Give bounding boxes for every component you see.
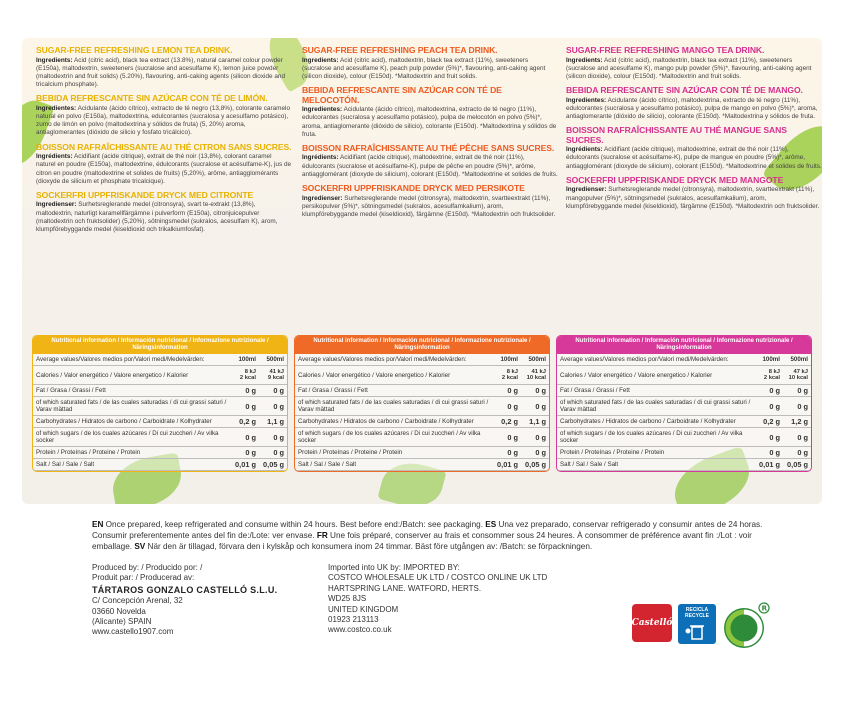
table-row: Average values/Valores medios por/Valori medi/Medelvärden: 100ml 500ml (557, 354, 811, 366)
nutrition-header: Nutritional information / Información nutricional / Informazione nutrizionale / Näringsinformation (295, 336, 549, 354)
nutrition-table-frame (556, 335, 812, 472)
product-title: BEBIDA REFRESCANTE SIN AZÚCAR CON TÉ DE LIMÓN. (36, 93, 268, 104)
nutrition-table-frame (32, 335, 288, 472)
ingredients-text: Ingrédients: Acidifiant (acide citrique), maltodextrine, extrait de thé noir (11%), édulcorants (sucralose et acésulfame-K), pulpe de mangue en poudre (5%)*, arôme, antiagglomérant (dioxyde de silicium), colorant (E150d). *Maltodextrine et solides de fruits. (566, 146, 822, 170)
table-row: of which saturated fats / de las cuales saturadas / di cui grassi saturi / Varav mättad 0 g 0 g (295, 397, 549, 416)
product-title: SOCKERFRI UPPFRISKANDE DRYCK MED PERSIKOTE (302, 183, 525, 194)
table-row: Protein / Proteínas / Proteine / Protein 0 g 0 g (295, 447, 549, 459)
table-row: Salt / Sal / Sale / Salt 0,01 g 0,05 g (557, 459, 811, 471)
ingredients-text: Ingrédients: Acidifiant (acide citrique), extrait de thé noir (13,8%), colorant caramel naturel en poudre (E150a), maltodextrine, édulcorants (sucralose et acésulfame-K), jus de citron en poudre (maltodextrine et solides de fruits) (5,20%), arôme, antiagglomérants (dioxyde de silicium et phosphate tricalcique). (36, 153, 292, 185)
table-row: Carbohydrates / Hidratos de carbono / Carboidrate / Kolhydrater 0,2 g 1,2 g (557, 416, 811, 428)
ingredient-block (302, 46, 558, 81)
ingredients-text: Ingredientes: Acidulante (ácido cítrico), extracto de té negro (13,8%), colorante caramelo natural en polvo (E150a), maltodextrina, edulcorantes (sucralosa y acesulfamo potásico), zumo de limón en polvo (maltodextrina y sólidos de fruta) (5, 20%) aroma, antiaglomerantes (dióxido de silicio y fosfato tricálcico). (36, 104, 290, 137)
castello-logo: Castelló (632, 604, 672, 642)
ingredients-text: Ingredients: Acid (citric acid), maltodextrin, black tea extract (11%), sweeteners (sucralose and acesulfame K), peach pulp powder (5%)*, flavouring, anti-caking agent (silicon dioxide), colour (E150d). *Maltodextrin and fruit solids. (302, 56, 546, 80)
product-title: SUGAR-FREE REFRESHING MANGO TEA DRINK. (566, 45, 765, 55)
ingredients-text: Ingredienser: Surhetsreglerande medel (citronsyra), maltodextrin, svartteextrakt (11%), persikopulver (5%)*, sötningsmedel (sukralos, acesulfamkalium), arom, klumpförebyggande medel (kiseldioxid), färgämne (E150d). *Maltodextrin och fruktsolider. (302, 194, 556, 218)
table-row: of which saturated fats / de las cuales saturadas / di cui grassi saturi / Varav mättad 0 g 0 g (33, 397, 287, 416)
nutrition-header: Nutritional information / Información nutricional / Informazione nutrizionale / Näringsinformation (33, 336, 287, 354)
product-title: BEBIDA REFRESCANTE SIN AZÚCAR CON TÉ DE MELOCOTÓN. (302, 85, 502, 105)
producer-website: www.castello1907.com (92, 627, 174, 637)
table-row: Protein / Proteínas / Proteine / Protein 0 g 0 g (33, 447, 287, 459)
table-row: Fat / Grasa / Grassi / Fett 0 g 0 g (295, 385, 549, 397)
product-title: SOCKERFRI UPPFRISKANDE DRYCK MED MANGOTE (566, 174, 784, 185)
product-title: SOCKERFRI UPPFRISKANDE DRYCK MED CITRONTE (36, 189, 254, 200)
table-row: Carbohydrates / Hidratos de carbono / Carboidrate / Kolhydrater 0,2 g 1,1 g (295, 416, 549, 428)
product-title: BOISSON RAFRAÎCHISSANTE AU THÉ CITRON SANS SUCRES. (36, 141, 292, 152)
nutrition-table-lemon (32, 335, 288, 472)
table-row: Average values/Valores medios por/Valori medi/Medelvärden: 100ml 500ml (33, 354, 287, 366)
green-dot-icon (720, 600, 772, 652)
ingredients-text: Ingredients: Acid (citric acid), black tea extract (13.8%), natural caramel colour powder (E150a), maltodextrin, sweeteners (sucralose and acesulfame K), lemon juice powder (maltodextrin and fruit solids) (5.20%), flavouring, anti-caking agents (silicon dioxide and tricalcium phosphate). (36, 56, 286, 89)
nutrition-table-peach (294, 335, 550, 472)
importer-website: www.costco.co.uk (328, 625, 392, 635)
product-title: SUGAR-FREE REFRESHING LEMON TEA DRINK. (36, 45, 233, 55)
producer-info: Produced by: / Producido por: / Produit par: / Producerad av: TÁRTAROS GONZALO CASTELLÓ S.L.U. C/ Concepción Arenal, 32 03660 Novelda (Alicante) SPAIN www.castello1907.com (92, 563, 322, 638)
svg-text:R: R (761, 604, 767, 613)
nutrition-table-frame (294, 335, 550, 472)
table-row: Calories / Valor energético / Valore energetico / Kalorier 8 kJ 2 kcal 47 kJ 10 kcal (557, 366, 811, 385)
table-row: of which saturated fats / de las cuales saturadas / di cui grassi saturi / Varav mättad 0 g 0 g (557, 397, 811, 416)
importer-info: Imported into UK by: IMPORTED BY: COSTCO WHOLESALE UK LTD / COSTCO ONLINE UK LTD HARTSPRING LANE. WATFORD, HERTS. WD25 8JS UNITED KINGDOM 01923 213113 www.costco.co.uk (328, 563, 608, 636)
table-row: Calories / Valor energético / Valore energetico / Kalorier 8 kJ 2 kcal 41 kJ 10 kcal (295, 366, 549, 385)
ingredients-text: Ingredientes: Acidulante (ácido cítrico), maltodextrina, extracto de té negro (11%), edulcorantes (sucralosa y acesulfamo potásico), pulpa de melocotón en polvo (5%)*, aroma, antiaglomerante (dióxido de silicio), colorante (E150d). *Maltodextrina y sólidos de fruta. (302, 106, 557, 138)
ingredients-text: Ingredients: Acid (citric acid), maltodextrin, black tea extract (11%), sweeteners (sucralose and acesulfame K), mango pulp powder (5%)*, flavouring, anti-caking agent (silicon dioxide), colour (E150d). *Maltodextrin and fruit solids. (566, 56, 812, 80)
ingredient-block (36, 46, 292, 89)
table-row: of which sugars / de los cuales azúcares / Di cui zuccheri / Av vilka socker 0 g 0 g (557, 428, 811, 447)
table-row: Salt / Sal / Sale / Salt 0,01 g 0,05 g (295, 459, 549, 471)
table-row: of which sugars / de los cuales azúcares / Di cui zuccheri / Av vilka socker 0 g 0 g (295, 428, 549, 447)
ingredients-text: Ingrédients: Acidifiant (acide citrique), maltodextrine, extrait de thé noir (11%), édulcorants (sucralose et acésulfame-K), pulpe de pêche en poudre (5%)*, arôme, antiagglomérant (dioxyde de silicium), colorant (E150d). *Maltodextrine et solides de fruits. (302, 154, 558, 178)
ingredient-block (566, 46, 822, 81)
lemon-column (36, 46, 292, 239)
mango-column (566, 46, 822, 216)
ingredient-block (36, 143, 292, 186)
peach-column (302, 46, 558, 224)
producer-company: TÁRTAROS GONZALO CASTELLÓ S.L.U. (92, 584, 278, 595)
ingredient-block (566, 176, 822, 211)
ingredient-block (566, 126, 822, 171)
ingredient-block (302, 144, 558, 179)
product-title: BOISSON RAFRAÎCHISSANTE AU THÉ PÊCHE SANS SUCRES. (302, 142, 555, 153)
nutrition-header: Nutritional information / Información nutricional / Informazione nutrizionale / Näringsinformation (557, 336, 811, 354)
recycle-bin-icon (684, 619, 710, 641)
nutrition-table-mango (556, 335, 812, 472)
table-row: of which sugars / de los cuales azúcares / Di cui zuccheri / Av vilka socker 0 g 0 g (33, 428, 287, 447)
ingredients-text: Ingredienser: Surhetsreglerande medel (citronsyra), svart te-extrakt (13,8%), maltodextrin, naturligt karamellfärgämne i pulverform (E150a), citronjuicepulver (maltodextrin och fruktsolider) (5,20%), sötningsmedel (sukralos, acesulfam K), arom, klumpförebyggande medel (kiseldioxid och trikalkiumfosfat). (36, 201, 278, 234)
recycle-logo: RECICLA RECYCLE (678, 604, 716, 644)
storage-disclaimer: EN Once prepared, keep refrigerated and consume within 24 hours. Best before end:/Batch: see packaging. ES Una vez preparado, conservar refrigerado y consumir antes de 24 horas. Consumir preferentemente antes del fin de:/Lote: ver envase. FR Une fois préparé, conserver au frais et consommer sous 24 heures. À consommer de préférence avant fin :/Lot : voir emballage. SV När den är tillagad, förvara den i kylskåp och konsumera inom 24 timmar. Bäst före utgången av: /Batch: se förpackningen. (92, 520, 763, 551)
ingredients-text: Ingredienser: Surhetsreglerande medel (citronsyra), maltodextrin, svartteextrakt (11%), mangopulver (5%)*, sötningsmedel (sukralos, acesulfamkalium), arom, klumpförebyggande medel (kiseldioxid), färgämne (E150d). *Maltodextrin och fruktsolider. (566, 186, 820, 210)
table-row: Fat / Grasa / Grassi / Fett 0 g 0 g (557, 385, 811, 397)
product-title: SUGAR-FREE REFRESHING PEACH TEA DRINK. (302, 45, 498, 55)
table-row: Salt / Sal / Sale / Salt 0,01 g 0,05 g (33, 459, 287, 471)
product-label-panel (22, 38, 822, 504)
table-row: Protein / Proteínas / Proteine / Protein 0 g 0 g (557, 447, 811, 459)
table-row: Calories / Valor energético / Valore energetico / Kalorier 8 kJ 2 kcal 41 kJ 9 kcal (33, 366, 287, 385)
ingredient-block (36, 94, 292, 137)
table-row: Average values/Valores medios por/Valori medi/Medelvärden: 100ml 500ml (295, 354, 549, 366)
ingredients-text: Ingredientes: Acidulante (ácido cítrico), maltodextrina, extracto de té negro (11%), edulcorantes (sucralosa y acesulfamo potásico), pulpa de mango en polvo (5%)*, aroma, antiaglomerante (dióxido de silicio), colorante (E150d). *Maltodextrina y sólidos de fruta. (566, 96, 818, 121)
ingredient-block (302, 184, 558, 219)
product-title: BEBIDA REFRESCANTE SIN AZÚCAR CON TÉ DE MANGO. (566, 85, 803, 96)
ingredient-block (566, 86, 822, 121)
table-row: Fat / Grasa / Grassi / Fett 0 g 0 g (33, 385, 287, 397)
ingredient-block (36, 191, 292, 234)
table-row: Carbohydrates / Hidratos de carbono / Carboidrate / Kolhydrater 0,2 g 1,1 g (33, 416, 287, 428)
ingredient-block (302, 86, 558, 139)
product-title: BOISSON RAFRAÎCHISSANTE AU THÉ MANGUE SANS SUCRES. (566, 125, 787, 145)
